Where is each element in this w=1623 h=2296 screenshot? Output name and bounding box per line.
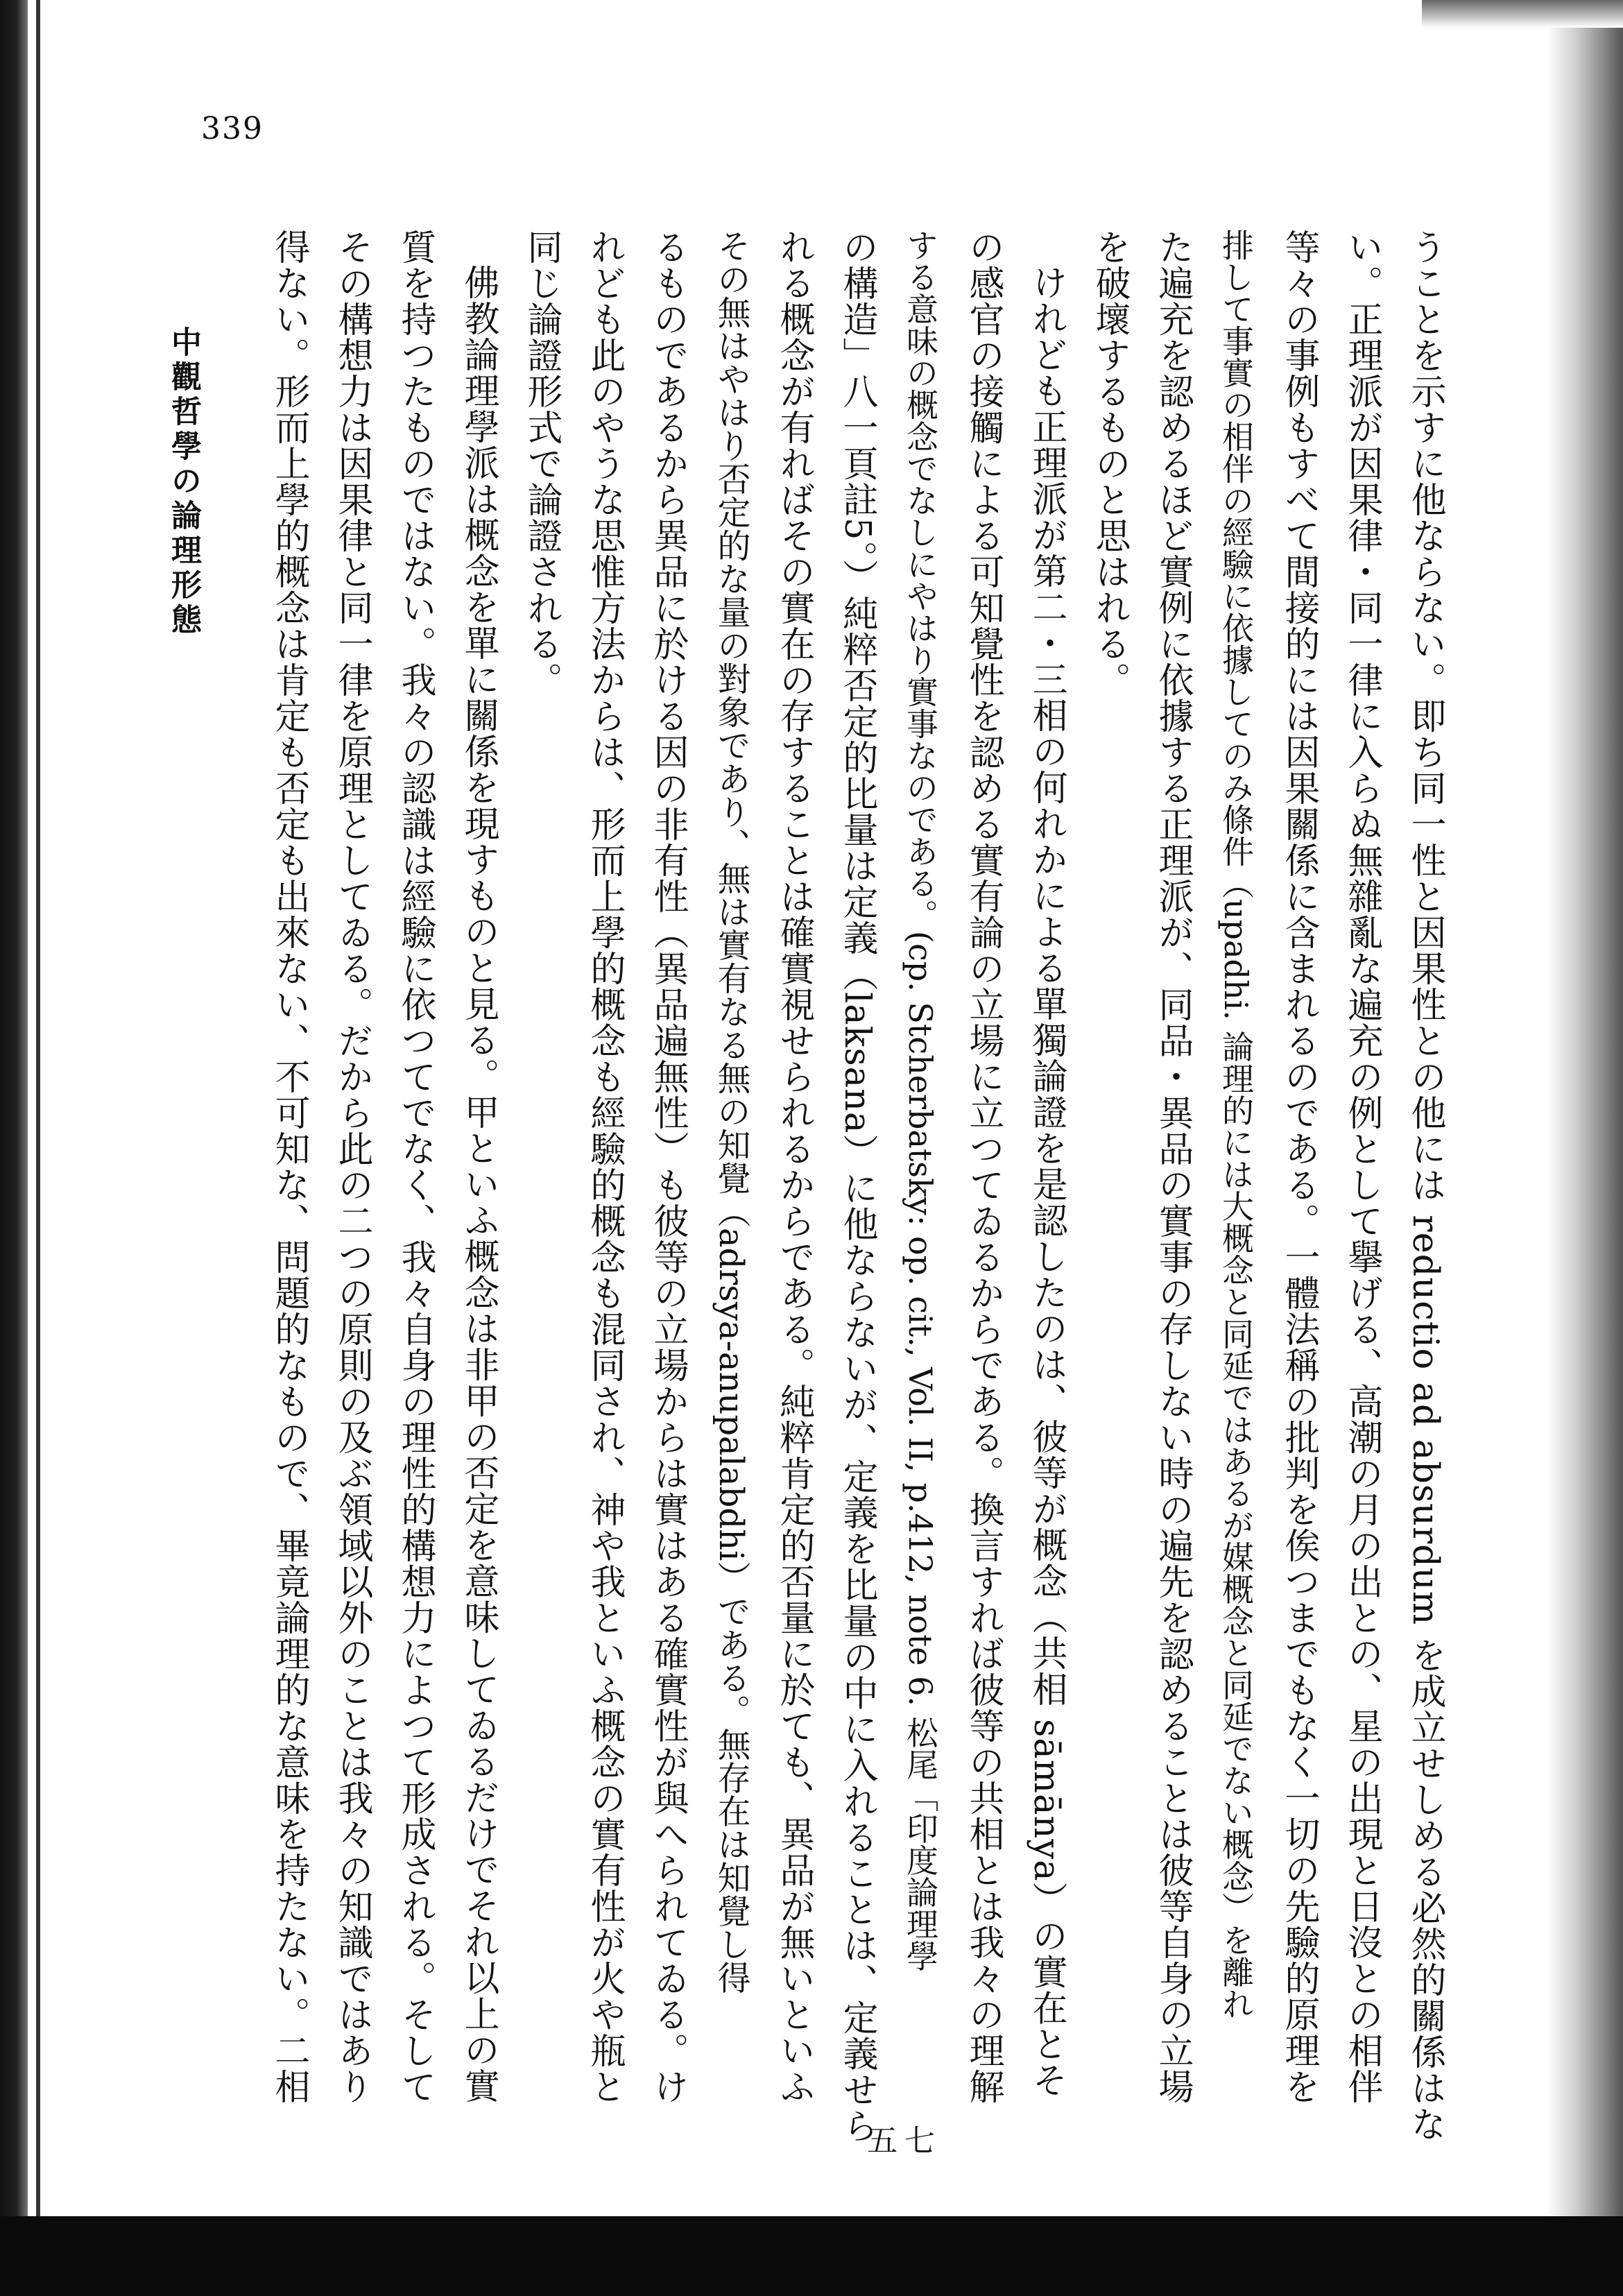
page-number: 339 [201,111,264,146]
text-column: るものであるから異品に於ける因の非有性（異品遍無性）も彼等の立場からは實はある確實性が與へられてゐる。け [647,229,688,2105]
text-column: い。正理派が因果律・同一律に入らぬ無雜亂な遍充の例として擧げる、高潮の月の出との、星の出現と日沒との相伴 [1341,229,1382,2105]
running-head: 中觀哲學の論理形態 [166,326,201,638]
text-column: 排して事實の相伴の經驗に依據してのみ條件（upadhi. 論理的には大概念と同延ではあるが媒概念と同延でない概念）を離れ [1217,229,1255,2020]
text-column: れる概念が有ればその實在の存することは確實視せられるからである。純粹肯定的否量に於ても、異品が無いといふ [773,229,814,2105]
text-column: た遍充を認めるほど實例に依據する正理派が、同品・異品の實事の存しない時の遍先を認めることは彼等自身の立場 [1152,229,1193,2105]
scan-edge-bottom [0,2216,1623,2296]
paragraph-start: 佛教論理學派は概念を單に關係を現すものと見る。甲といふ概念は非甲の否定を意味してゐるだけでそれ以上の實 [458,264,499,2104]
paragraph-start: けれども正理派が第二・三相の何れかによる單獨論證を是認したのは、彼等が概念（共相 sāmānya）の實在とそ [1026,264,1067,2098]
text-column: れども此のやうな思惟方法からは、形而上學的概念も經驗的概念も混同され、神や我といふ概念の實有性が火や瓶と [584,229,625,2105]
text-column: 等々の事例もすべて間接的には因果關係に含まれるのである。一體法稱の批判を俟つまでもなく一切の先驗的原理を [1278,229,1319,2105]
scan-edge-top [1422,0,1623,28]
text-column: する意味の概念でなしにやはり實事なのである。(cp. Stcherbatsky: op. cit., Vol. II, p.412, note 6. 松尾「印度論理學 [902,229,939,1972]
text-column: 同じ論證形式で論證される。 [521,229,562,698]
text-column: 質を持つたものではない。我々の認識は經驗に依つてでなく、我々自身の理性的構想力によつて形成される。そして [395,229,436,2105]
text-column: その無はやはり否定的な量の對象であり、無は實有なる無の知覺（adrsya-anupalabdhi）である。無存在は知覺し得 [712,229,750,1994]
folio: 五七 [867,2123,942,2159]
text-column: 得ない。形而上學的概念は肯定も否定も出來ない、不可知な、問題的なもので、畢竟論理的な意味を持たない。二相 [268,229,309,2105]
text-column: の感官の接觸による可知覺性を認める實有論の立場に立つてゐるからである。換言すれば彼等の共相とは我々の理解 [963,229,1004,2105]
scan-edge-right [1547,0,1623,2220]
text-column: の構造」八一頁註5。）純粹否定的比量は定義（laksana）に他ならないが、定義を比量の中に入れることは、定義せら [836,229,877,2144]
scan-edge-line [36,0,40,2220]
text-column: うことを示すに他ならない。即ち同一性と因果性との他には reductio ad absurdum を成立せしめる必然的關係はな [1405,229,1445,2143]
text-column: を破壞するものと思はれる。 [1089,229,1130,698]
scan-edge-left [0,0,28,2296]
text-column: その構想力は因果律と同一律を原理としてゐる。だから此の二つの原則の及ぶ領域以外のことは我々の知識ではあり [332,229,372,2105]
